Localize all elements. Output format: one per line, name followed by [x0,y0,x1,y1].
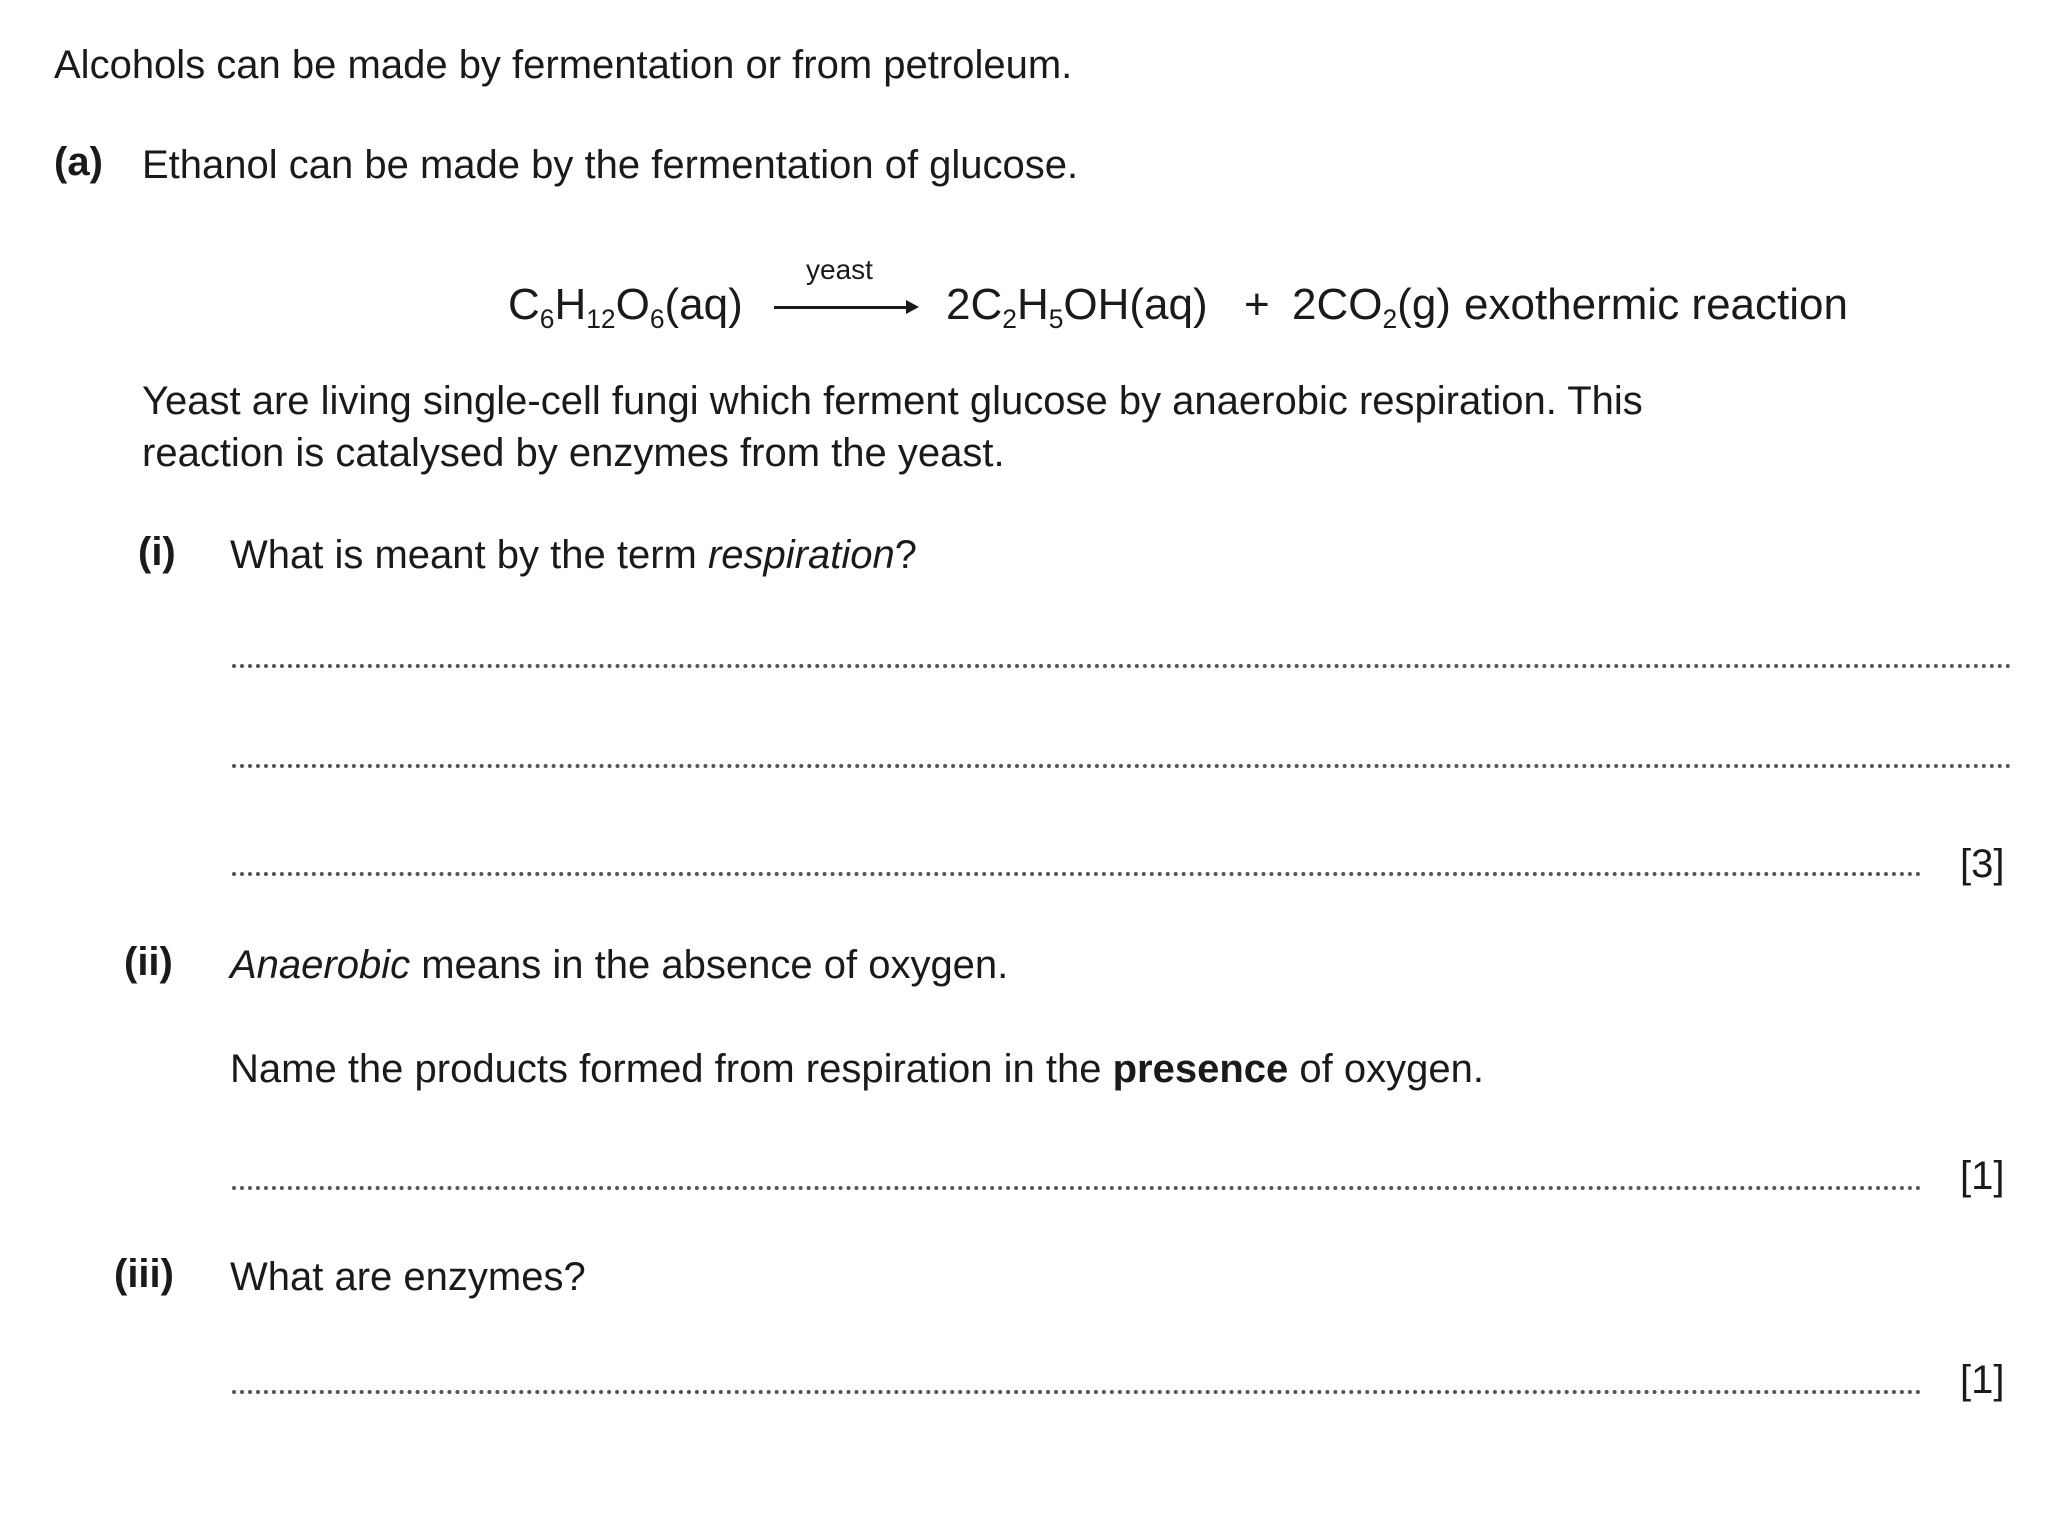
equation-reactant: $C_6H_{12}O_6(aq)$ [508,280,743,335]
reaction-arrow-icon [774,300,919,314]
question-iii-text: What are enzymes? [230,1255,586,1299]
equation-product-ethanol: $2C_2H_5OH(aq)$ [946,280,1208,335]
question-iii-label: (iii) [114,1252,174,1296]
answer-line-i-2[interactable] [232,764,2012,768]
question-ii-label: (ii) [124,940,173,984]
answer-line-i-3[interactable] [232,872,1922,876]
question-ii-line-1: Anaerobic means in the absence of oxygen. [230,943,1009,987]
answer-line-ii[interactable] [232,1186,1922,1190]
marks-i: [3] [1960,842,2005,886]
description-line-2: reaction is catalysed by enzymes from the yeast. [142,431,1005,475]
answer-line-iii[interactable] [232,1390,1922,1394]
equation-plus: + [1244,280,1270,329]
marks-iii: [1] [1960,1358,2005,1402]
description-line-1: Yeast are living single-cell fungi which ferment glucose by anaerobic respiration. This [142,379,1643,423]
marks-ii: [1] [1960,1154,2005,1198]
part-a-text: Ethanol can be made by the fermentation of glucose. [142,143,1079,187]
equation-product-co2: $2CO_2(g)$ [1292,280,1451,335]
intro-text: Alcohols can be made by fermentation or from petroleum. [54,43,1073,87]
question-ii-line-2: Name the products formed from respiration in the presence of oxygen. [230,1047,1484,1091]
equation-note: exothermic reaction [1464,280,1848,329]
question-i-label: (i) [138,530,176,574]
question-i-text: What is meant by the term respiration? [230,533,917,577]
equation-condition: yeast [806,254,873,285]
answer-line-i-1[interactable] [232,664,2012,668]
part-a-label: (a) [54,140,103,184]
